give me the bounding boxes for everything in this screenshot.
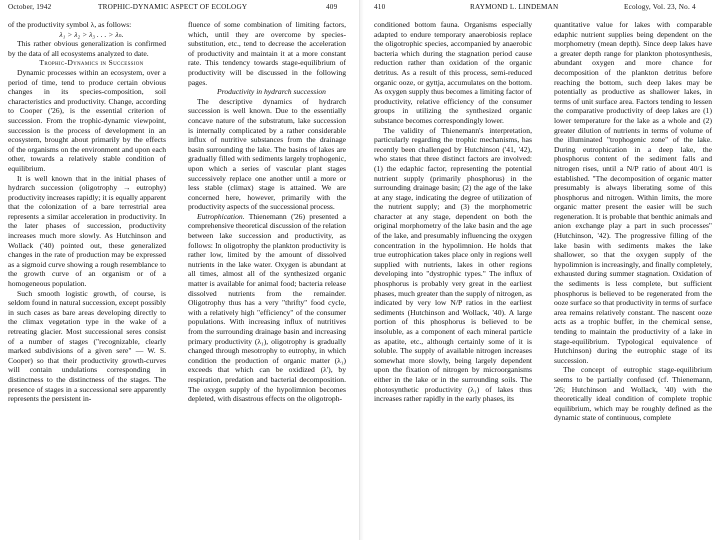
- paragraph-body: Thienemann ('26) presented a comprehensive theoretical discussion of the relation between lake succession and productivity, as follows: In oligotrophy the plankton productivity is rather low, limited by the amount of dissolved nutrients in the lake water. Oxygen is abundant at all times, almost all of the synthesized organic matter is available for animal food; bacteria release dissolved nutrients from the remainder. Oligotrophy thus has a very "thrifty" food cycle, with a relatively high "efficiency" of the consumer populations. With increasing influx of nutritives from the surrounding drainage basin and increasing primary productivity (λ₁), oligotrophy is gradually changed through mesotrophy to eutrophy, in which condition the production of organic matter (λ₁) exceeds that which can be oxidized (λ'), by respiration, predation and bacterial decomposition. The oxygen supply of the hypolimnion becomes depleted, with disastrous effects on the oligotroph-: [188, 211, 346, 404]
- paragraph: conditioned bottom fauna. Organisms especially adapted to endure temporary anaerobiosis replace the oligotrophic species, accompanied by anaerobic bacteria which during the stagnation period cause reduction rather than oxidation of the organic detritus. As a result of this process, semi-reduced organic ooze, or gyttja, accumulates on the bottom. As oxygen supply thus becomes a limiting factor of productivity, relative efficiency of the consumer groups in utilizing the synthesized organic substance becomes correspondingly lower.: [374, 20, 532, 125]
- header-date: October, 1942: [8, 3, 52, 11]
- left-page-header: [0, 3, 360, 15]
- paragraph: fluence of some combination of limiting factors, which, until they are overcome by species-substitution, etc., tend to decrease the acceleration of productivity and maintain it at a more constant rate. This tendency towards stage-equilibrium of productivity will be discussed in the following pages.: [188, 20, 346, 87]
- header-journal: Ecology, Vol. 23, No. 4: [624, 3, 696, 11]
- paragraph: The validity of Thienemann's interpretation, particularly regarding the trophic mechanisms, has recently been challenged by Hutchinson ('41, '42), who states that three distinct factors are involved: (1) the edaphic factor, representing the potential nutrient supply (primarily phosphorus) in the surrounding drainage basin; (2) the age of the lake at any stage, indicating the degree of utilization of the nutrient supply; and (3) the morphometric character at any stage, dependent on both the original morphometry of the lake basin and the age of the lake, and presumably influencing the oxygen concentration in the hypolimnion. He holds that true eutrophication takes place only in regions well supplied with nutrients, lakes in other regions developing into "dystrophic types." The influx of phosphorus is probably very great in the earliest phases, much greater than the supply of nitrogen, as indicated by very low N/P ratios in the earliest sediments (Hutchinson and Wollack, '40). A large portion of this phosphorus is believed to be insoluble, as a component of each mineral particle as apatite, etc., although certainly some of it is soluble. The supply of available nitrogen increases somewhat more slowly, being largely dependent upon the fixation of nitrogen by microorganisms either in the lake or in the surrounding soils. The photosynthetic productivity (λ₁) of lakes thus increases rather rapidly in the early phases, its: [374, 125, 532, 404]
- header-page-number: 410: [374, 3, 386, 11]
- header-page-number: 409: [326, 3, 338, 11]
- subsection-heading: Productivity in hydrarch succession: [217, 87, 326, 97]
- paragraph: Dynamic processes within an ecosystem, over a period of time, tend to produce certain obvious changes in its species-composition, soil characteristics and productivity. Change, according to Cooper ('26), is the essential criterion of succession. From the trophic-dynamic viewpoint, succession is the process of development in an ecosystem, brought about primarily by the effects of the organisms on the environment and upon each other, towards a relatively stable condition of equilibrium.: [8, 67, 166, 173]
- paragraph: This rather obvious generalization is confirmed by the data of all ecosystems analyzed to date.: [8, 39, 166, 58]
- paragraph: The descriptive dynamics of hydrarch succession is well known. Due to the essentially concave nature of the substratum, lake succession is internally complicated by a rather considerable influx of nutritive substances from the drainage basin surrounding the lake. The basins of lakes are gradually filled with sediments largely trophogenic, upon which a series of vascular plant stages successively replace one another until a more or less stable (climax) stage is attained. We are concerned here, however, primarily with the productivity aspects of the successional process.: [188, 96, 346, 212]
- left-page-column-2: [188, 20, 346, 535]
- right-page-header: [360, 3, 720, 15]
- paragraph: [188, 212, 346, 404]
- paragraph: of the productivity symbol λ, as follows:: [8, 20, 132, 29]
- paragraph-lead: Eutrophication.: [197, 211, 245, 221]
- right-page-column-2: [554, 20, 712, 535]
- header-author: RAYMOND L. LINDEMAN: [470, 3, 559, 11]
- page-shadow: [360, 0, 364, 540]
- right-page: [360, 0, 720, 540]
- paragraph: Such smooth logistic growth, of course, is seldom found in natural succession, except possibly in such cases as bare areas developing directly to the climax vegetation type in the wake of a retreating glacier. Most successional seres consist of a number of stages ("recognizable, clearly marked subdivisions of a given sere" — W. S. Cooper) so that their productivity growth-curves will contain undulations corresponding in distinctness to the distinctness of the stages. The presence of stages in a successional sere apparently represents the persistent in-: [8, 288, 166, 404]
- paragraph: The concept of eutrophic stage-equilibrium seems to be partially confused (cf. Thienemann, '26; Hutchinson and Wollack, '40) with the theoretically ideal condition of complete trophic equilibrium, which may be roughly defined as the dynamic state of continuous, complete: [554, 365, 712, 423]
- header-running-title: TROPHIC-DYNAMIC ASPECT OF ECOLOGY: [98, 3, 248, 11]
- paragraph: quantitative value for lakes with comparable edaphic nutrient supplies being dependent on the morphometry (mean depth). Since deep lakes have a greater depth range for plankton photosynthesis, abundant oxygen and more chance for decomposition of the plankton detritus before reaching the bottom, such deep lakes may be potentially as productive as shallower lakes, in terms of unit surface area. Factors tending to lessen the comparative productivity of deep lakes are (1) lower temperature for the lake as a whole and (2) greater dilution of nutrients in terms of volume of the illuminated "trophogenic zone" of the lake. During eutrophication in a deep lake, the phosphorus content of the sediment falls and nitrogen rises, until a N/P ratio of about 40/1 is established. "The decomposition of organic matter presumably is always liberating some of this phosphorus and nitrogen. Within limits, the more organic matter present the easier will be such regeneration. It is probable that benthic animals and anion exchange play a part in such processes" (Hutchinson, '42). The progressive filling of the lake basin with sediments makes the lake shallower, so that the oxygen supply of the hypolimnion is increasingly, and finally completely, exhausted during summer stagnation. Oxidation of the sediments is less complete, but sufficient phosphorus is believed to be regenerated from the ooze surface so that productivity in terms of surface area remains relatively constant. The nascent ooze acts as a trophic buffer, in the chemical sense, tending to maintain the productivity of a lake in stage-equilibrium. Typological equivalence of Hutchinson) during the eutrophic stage of its succession.: [554, 20, 712, 365]
- section-heading: Trophic-Dynamics in Succession: [39, 58, 144, 68]
- left-page-column-1: [8, 20, 166, 535]
- productivity-formula: λ₁ > λ₂ > λ₃ . . . > λₙ.: [59, 29, 124, 39]
- paragraph: It is well known that in the initial phases of hydrarch succession (oligotrophy → eutrophy) productivity increases rapidly; it is equally apparent that the colonization of a bare terrestrial area represents a similar acceleration in productivity. In the later phases of succession, productivity increases much more slowly. As Hutchinson and Wollack ('40) pointed out, these generalized changes in the rate of production may be expressed as a sigmoid curve showing a rough resemblance to the growth curve of an organism or of a homogeneous population.: [8, 173, 166, 289]
- right-page-column-1: [374, 20, 532, 535]
